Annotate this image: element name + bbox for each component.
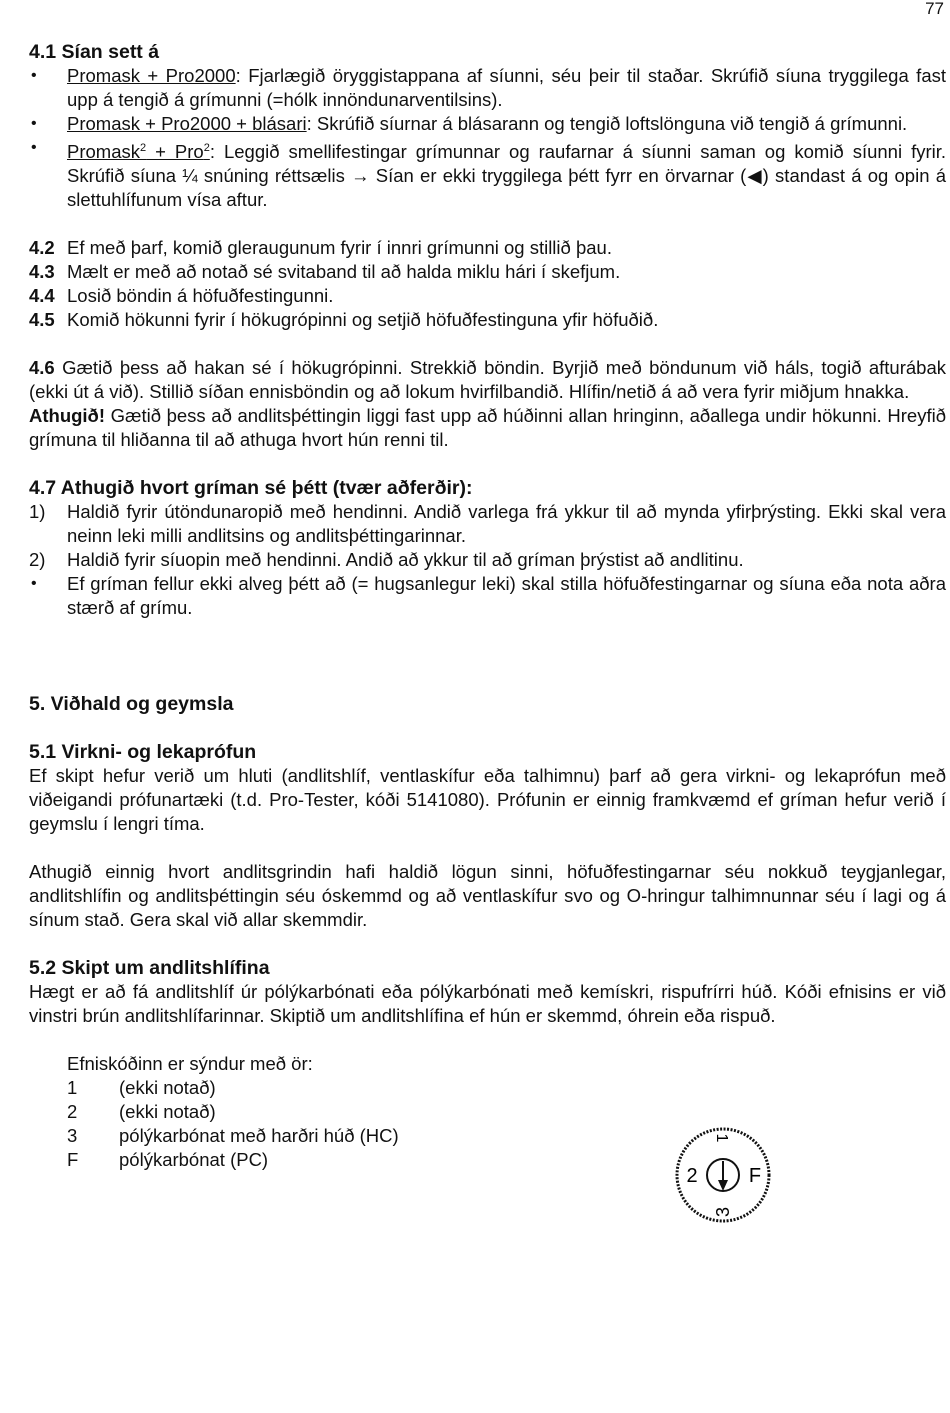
bullet-icon: • bbox=[31, 575, 37, 593]
item-text: Haldið fyrir síuopin með hendinni. Andið að ykkur til að gríman þrýstist að andlitinu. bbox=[67, 549, 744, 571]
item-text: : Leggið smellifestingar grímunnar og raufarnar á síunni saman og komið síunni fyrir. Skrúfið síuna ¼ snúning réttsælis → Sían er ekki tryggilega þétt fyrr en örvarnar (◀) standast á og opin á slettuhlífunum vísa aftur. bbox=[67, 141, 947, 211]
item-text: Haldið fyrir útöndunaropið með hendinni. Andið varlega frá ykkur til að mynda yfirþrýsting. Ekki skal vera neinn leki milli andlitsins og andlitsþéttingarinnar. bbox=[67, 501, 946, 547]
section-4-6 bbox=[29, 356, 946, 404]
dial-label-bottom: 3 bbox=[713, 1206, 733, 1218]
dial-label-left: 2 bbox=[686, 1165, 698, 1187]
term-part: + Pro bbox=[146, 141, 204, 163]
code: F bbox=[67, 1149, 79, 1171]
superscript: 2 bbox=[140, 142, 147, 154]
list-item bbox=[29, 112, 946, 136]
code-desc: (ekki notað) bbox=[119, 1101, 216, 1123]
item-text: : Skrúfið síurnar á blásarann og tengið loftslönguna við tengið á grímunni. bbox=[306, 113, 908, 134]
code-row bbox=[29, 1148, 946, 1172]
code-row bbox=[29, 1076, 946, 1100]
page-content bbox=[29, 40, 946, 1172]
bullet-icon: • bbox=[31, 67, 37, 84]
paragraph: Hægt er að fá andlitshlíf úr pólýkarbónati eða pólýkarbónati með kemískri, rispufrírri húð. Kóði efnisins er við vinstri brún andlitshlífarinnar. Skiptið um andlitshlífina ef hún er skemmd, óhrein eða rispuð. bbox=[29, 981, 946, 1027]
warning-text: Gætið þess að andlitsþéttingin liggi fast upp að húðinni allan hringinn, aðallega undir hökunni. Hreyfið grímuna til hliðanna til að athuga hvort hún renni til. bbox=[29, 405, 946, 451]
code-row bbox=[29, 1100, 946, 1124]
step-text: Gætið þess að hakan sé í hökugrópinni. Strekkið böndin. Byrjið með böndunum við háls, togið afturábak (ekki út á við). Stillið síðan ennisböndin og að lokum hvirfilbandið. Hlífin/netið á að vera fyrir miðjum hnakka. bbox=[29, 357, 946, 403]
list-item bbox=[29, 572, 946, 620]
list-item bbox=[29, 136, 946, 212]
code: 1 bbox=[67, 1077, 78, 1099]
step-text: Ef með þarf, komið gleraugunum fyrir í innri grímunni og stillið þau. bbox=[67, 237, 612, 259]
dial-label-right: F bbox=[748, 1165, 762, 1187]
list-item bbox=[29, 500, 946, 548]
step-number: 4.4 bbox=[29, 285, 55, 307]
list-item bbox=[29, 548, 946, 572]
bullet-icon: • bbox=[31, 115, 37, 132]
codes-intro: Efniskóðinn er sýndur með ör: bbox=[67, 1053, 313, 1075]
item-term: Promask + Pro2000 + blásari bbox=[67, 113, 307, 134]
item-text: Ef gríman fellur ekki alveg þétt að (= hugsanlegur leki) skal stilla höfuðfestingarnar og síuna eða nota aðra stærð af grímu. bbox=[67, 573, 946, 619]
item-term: Promask + Pro2000 bbox=[67, 65, 236, 86]
superscript: 2 bbox=[203, 142, 210, 154]
step-row bbox=[29, 308, 946, 332]
step-row bbox=[29, 260, 946, 284]
section-4-1-title: 4.1 Sían sett á bbox=[29, 41, 160, 63]
code: 3 bbox=[67, 1125, 78, 1147]
code: 2 bbox=[67, 1101, 78, 1123]
step-number: 4.6 bbox=[29, 357, 55, 379]
item-text: : Fjarlægið öryggistappana af síunni, séu þeir til staðar. Skrúfið síuna tryggilega fast upp á tengið á grímunni (=hólk innöndunarventilsins). bbox=[67, 65, 946, 110]
warning-label: Athugið! bbox=[29, 405, 106, 427]
section-4-7-title: 4.7 Athugið hvort gríman sé þétt (tvær aðferðir): bbox=[29, 477, 473, 500]
dial-label-top: 1 bbox=[713, 1133, 730, 1143]
list-item bbox=[29, 64, 946, 112]
code-desc: (ekki notað) bbox=[119, 1077, 216, 1099]
code-desc: pólýkarbónat (PC) bbox=[119, 1149, 269, 1171]
step-number: 4.2 bbox=[29, 237, 55, 259]
code-row bbox=[29, 1124, 946, 1148]
step-number: 4.3 bbox=[29, 261, 55, 283]
page-number: 77 bbox=[925, 0, 944, 18]
arrow-down-icon bbox=[718, 1180, 728, 1191]
paragraph: Ef skipt hefur verið um hluti (andlitshlíf, ventlaskífur eða talhimnu) þarf að gera virkni- og lekaprófun með viðeigandi prófunartæki (t.d. Pro-Tester, kóði 5141080). Prófunin er einnig framkvæmd ef gríman hefur verið í geymslu í lengri tíma. bbox=[29, 765, 946, 835]
section-5-title: 5. Viðhald og geymsla bbox=[29, 693, 234, 716]
warning-note bbox=[29, 404, 946, 452]
item-term bbox=[67, 141, 210, 162]
step-text: Losið böndin á höfuðfestingunni. bbox=[67, 285, 334, 307]
list-marker: 2) bbox=[29, 549, 46, 571]
material-code-dial bbox=[673, 1125, 773, 1225]
bullet-icon: • bbox=[31, 139, 37, 156]
paragraph: Athugið einnig hvort andlitsgrindin hafi haldið lögun sinni, höfuðfestingarnar séu nokkuð teygjanlegar, andlitshlífin og andlitsþéttingin séu óskemmd og að ventlaskífur svo og O-hringur talhimnunnar séu í lagi og á sínum stað. Gera skal við allar skemmdir. bbox=[29, 861, 946, 931]
step-text: Komið hökunni fyrir í hökugrópinni og setjið höfuðfestinguna yfir höfuðið. bbox=[67, 309, 659, 331]
section-5-2-title: 5.2 Skipt um andlitshlífina bbox=[29, 957, 270, 980]
step-text: Mælt er með að notað sé svitaband til að halda miklu hári í skefjum. bbox=[67, 261, 621, 283]
code-desc: pólýkarbónat með harðri húð (HC) bbox=[119, 1125, 399, 1147]
step-row bbox=[29, 284, 946, 308]
list-marker: 1) bbox=[29, 501, 46, 523]
term-part: Promask bbox=[67, 141, 140, 163]
step-row bbox=[29, 236, 946, 260]
section-5-1-title: 5.1 Virkni- og lekaprófun bbox=[29, 741, 257, 764]
step-number: 4.5 bbox=[29, 309, 55, 331]
